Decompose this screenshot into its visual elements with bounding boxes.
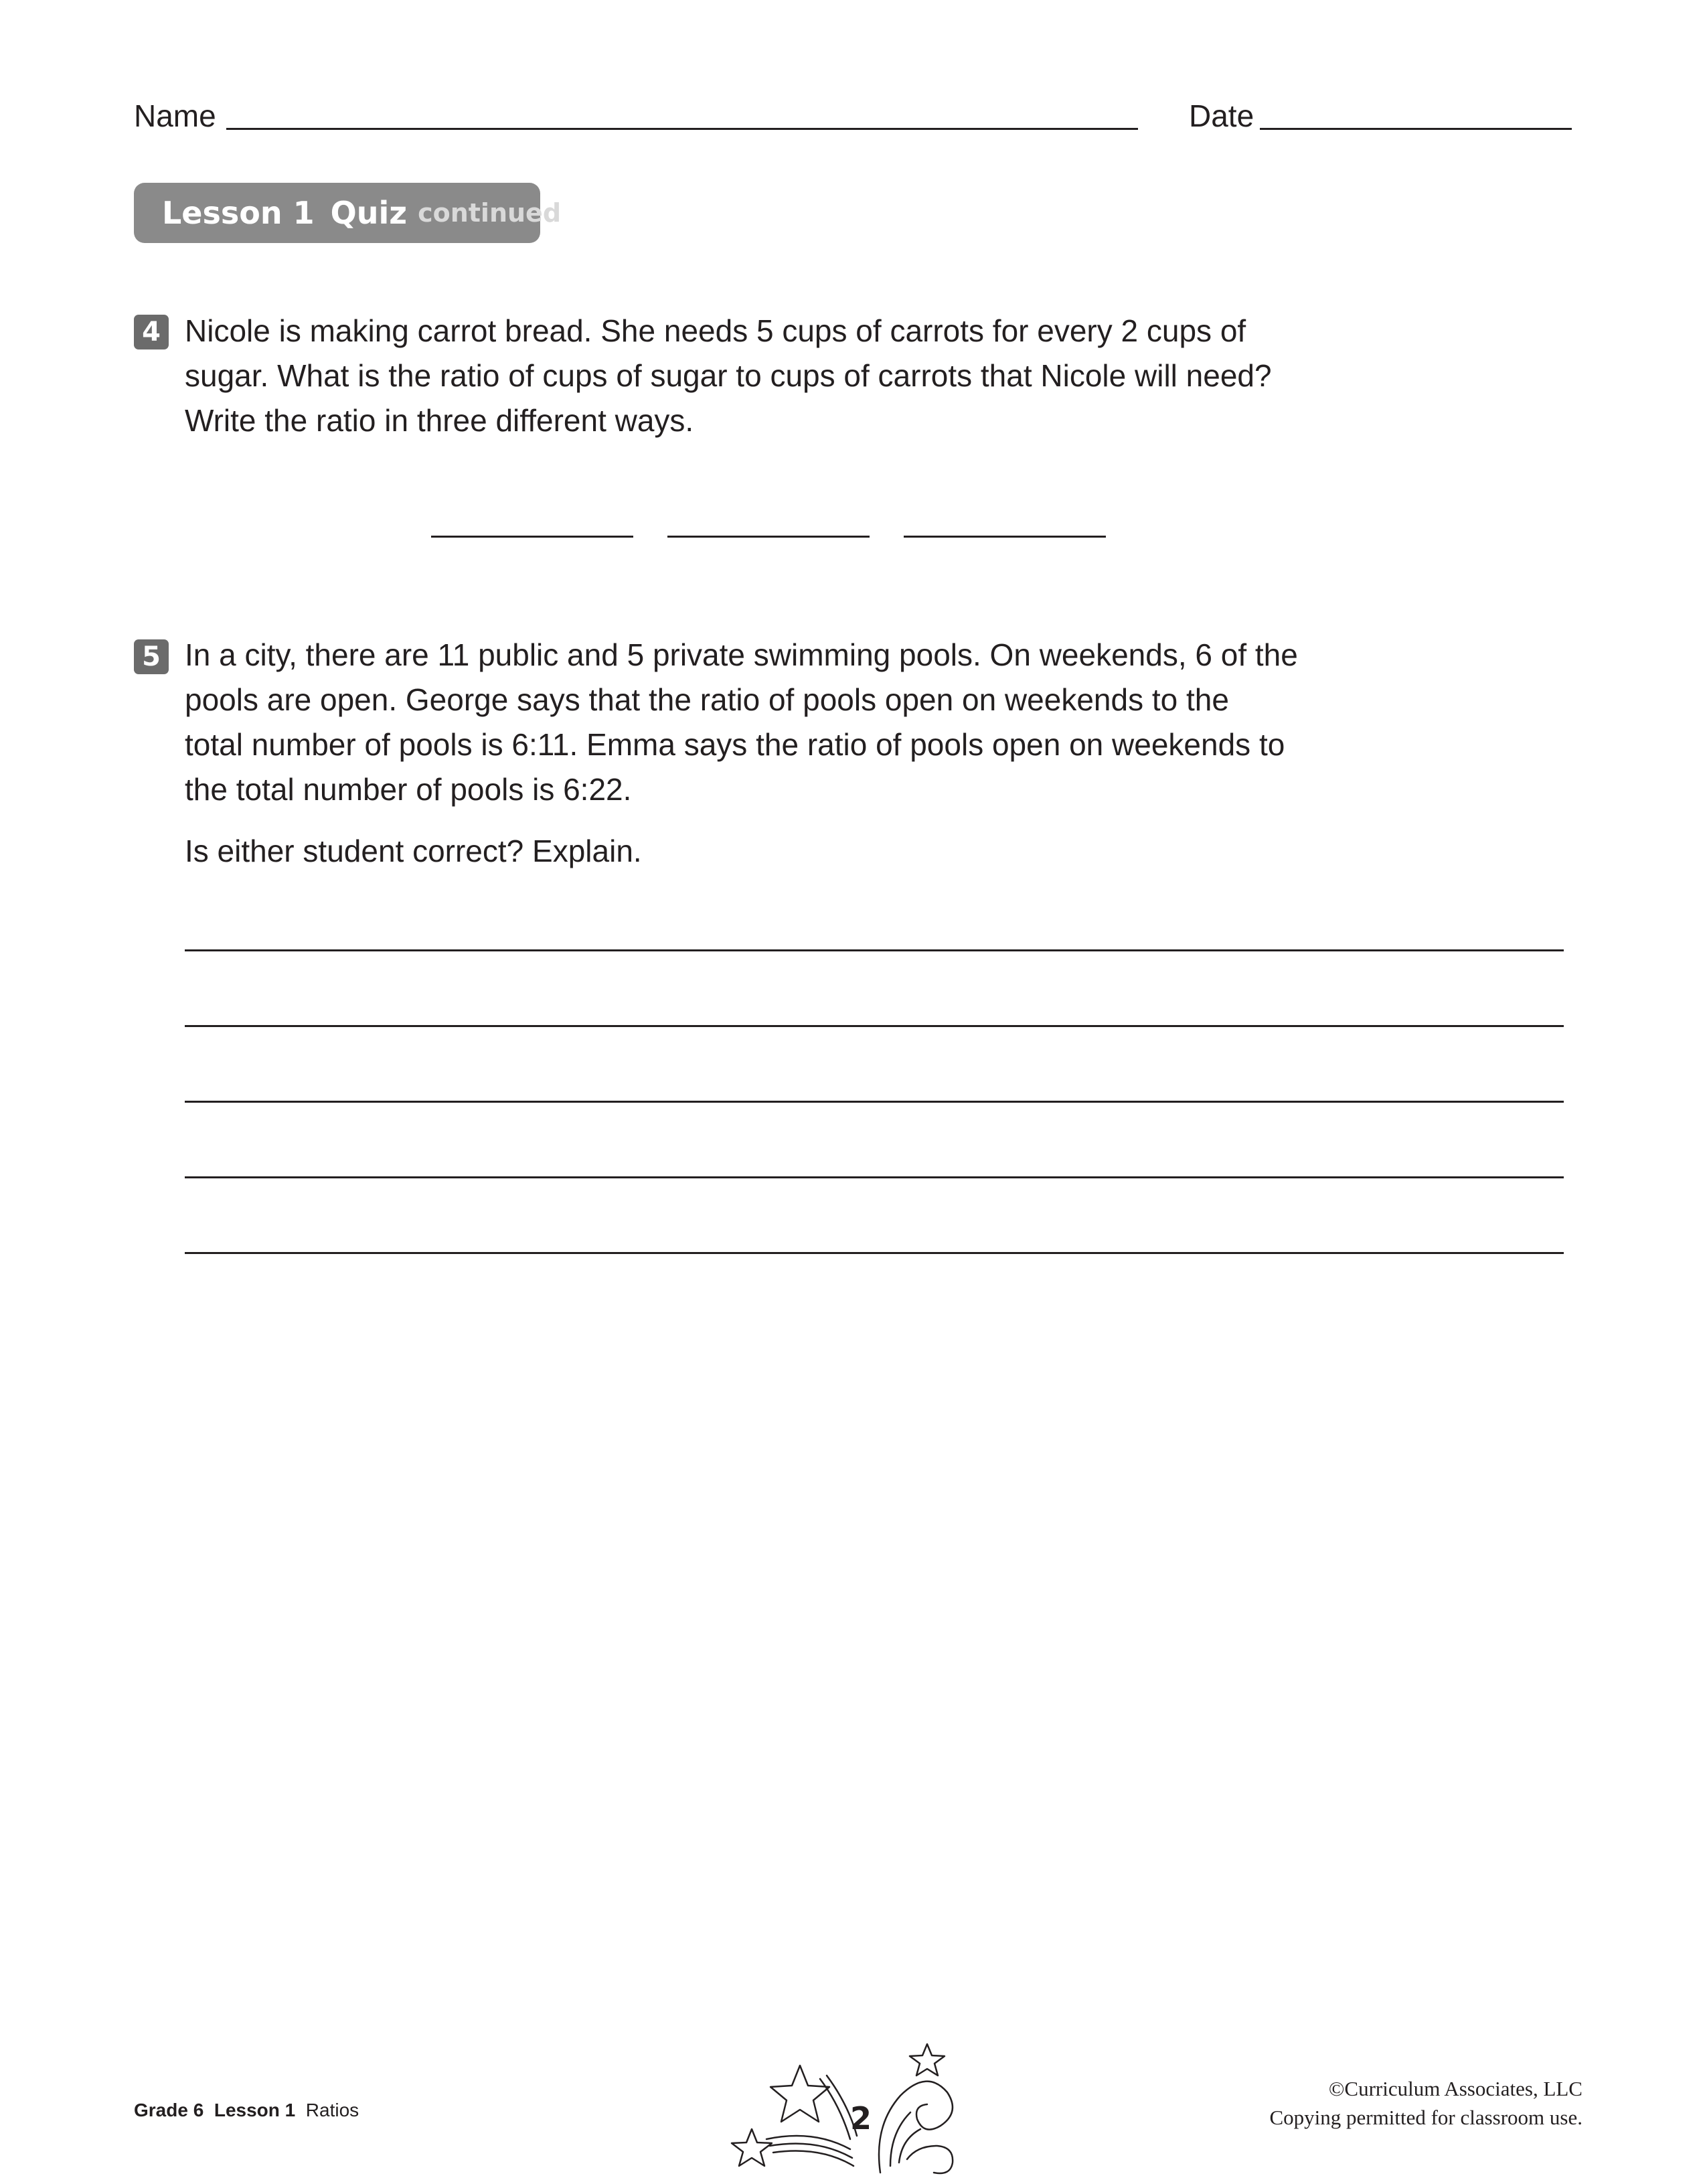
question-5-text-line: total number of pools is 6:11. Emma says the ratio of pools open on weekends to bbox=[185, 727, 1285, 762]
page-number: 2 bbox=[850, 2100, 872, 2136]
question-5-prompt: Is either student correct? Explain. bbox=[185, 834, 642, 868]
lesson-quiz-banner bbox=[134, 183, 562, 243]
name-field[interactable] bbox=[226, 128, 1138, 130]
question-5-text-line: the total number of pools is 6:22. bbox=[185, 772, 632, 807]
question-4-number: 4 bbox=[134, 315, 169, 349]
footer-permission: Copying permitted for classroom use. bbox=[1269, 2106, 1582, 2129]
ratio-answer-blank-3[interactable] bbox=[904, 536, 1106, 538]
footer-course-info bbox=[134, 2100, 359, 2121]
question-4-text-line: Write the ratio in three different ways. bbox=[185, 403, 694, 438]
question-5-text-line: In a city, there are 11 public and 5 private swimming pools. On weekends, 6 of the bbox=[185, 637, 1298, 672]
explanation-answer-line[interactable] bbox=[185, 949, 1564, 951]
name-label: Name bbox=[134, 98, 216, 133]
explanation-answer-line[interactable] bbox=[185, 1176, 1564, 1178]
date-field[interactable] bbox=[1260, 128, 1572, 130]
shooting-stars-icon bbox=[726, 2039, 967, 2183]
footer-copyright: ©Curriculum Associates, LLC bbox=[1328, 2077, 1582, 2100]
explanation-answer-line[interactable] bbox=[185, 1252, 1564, 1254]
question-5-text-line: pools are open. George says that the ratio of pools open on weekends to the bbox=[185, 682, 1229, 717]
footer-topic: Ratios bbox=[305, 2100, 359, 2120]
question-4-text-line: sugar. What is the ratio of cups of sugar to cups of carrots that Nicole will need? bbox=[185, 358, 1272, 393]
explanation-answer-line[interactable] bbox=[185, 1101, 1564, 1103]
question-4-text-line: Nicole is making carrot bread. She needs 5 cups of carrots for every 2 cups of bbox=[185, 313, 1246, 348]
footer-lesson: Lesson 1 bbox=[214, 2100, 296, 2120]
footer-grade: Grade 6 bbox=[134, 2100, 204, 2120]
banner-quiz: Quiz bbox=[330, 195, 408, 231]
banner-lesson: Lesson 1 bbox=[162, 195, 315, 231]
ratio-answer-blank-1[interactable] bbox=[431, 536, 633, 538]
ratio-answer-blank-2[interactable] bbox=[667, 536, 870, 538]
question-5-number: 5 bbox=[134, 639, 169, 674]
date-label: Date bbox=[1189, 98, 1254, 133]
explanation-answer-line[interactable] bbox=[185, 1025, 1564, 1027]
banner-continued: continued bbox=[418, 198, 562, 228]
